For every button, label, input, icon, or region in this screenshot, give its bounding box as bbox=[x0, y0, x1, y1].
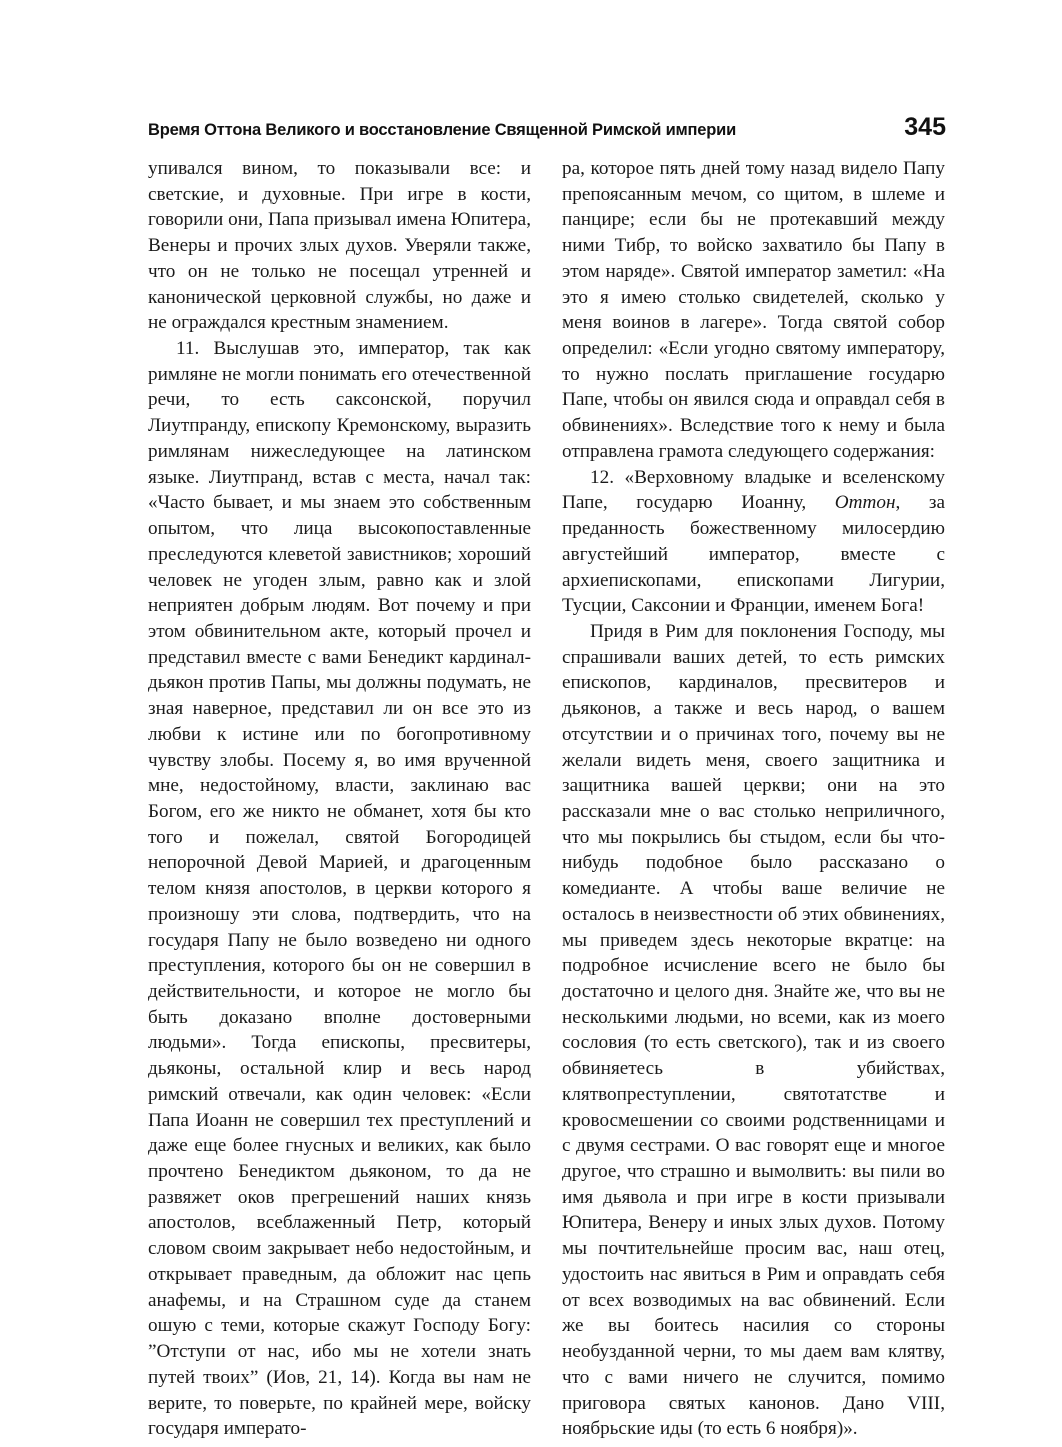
italic-name: Оттон bbox=[834, 492, 896, 514]
running-head bbox=[148, 113, 946, 142]
paragraph: Придя в Рим для поклонения Господу, мы спрашивали ваших детей, то есть римских епископов, кардиналов, пресвитеров и дьяконов, а также и весь народ, о вашем отсутствии и о причинах того, почему вы не желали видеть меня, своего защитника и защитника вашей церкви; они на это рассказали мне о вас столько неприличного, что мы покрылись бы стыдом, если бы что-нибудь подобное было рассказано о комедианте. А чтобы ваше величие не осталось в неизвестности об этих обвинениях, мы приведем здесь некоторые вкратце: на подробное исчисление всего не было бы достаточно и целого дня. Знайте же, что вы не несколькими людьми, но всеми, как из моего сословия (то есть светского), так и из своего обвиняетесь в убийствах, клятвопреступлении, святотатстве и кровосмешении со своими родственницами и с двумя сестрами. О вас говорят еще и многое другое, что страшно и вымолвить: вы пили во имя дьявола и при игре в кости призывали Юпитера, Венеру и иных злых духов. Потому мы почтительнейше просим вас, наш отец, удостоить нас явиться в Рим и оправдать себя от всех возводимых на вас обвинений. Если же вы боитесь насилия со стороны необузданной черни, то мы даем вам клятву, что с вами ничего не случится, помимо приговора святых канонов. Дано VIII, ноябрьские иды (то есть 6 ноября)». bbox=[562, 620, 945, 1440]
left-column bbox=[148, 156, 531, 1442]
paragraph bbox=[562, 465, 945, 619]
running-title: Время Оттона Великого и восстановление Священной Римской империи bbox=[148, 121, 737, 139]
paragraph: 11. Выслушав это, император, так как римляне не могли понимать его отечественной речи, то есть саксонской, поручил Лиутпранду, епископу Кремонскому, выразить римлянам нижеследующее на латинском языке. Лиутпранд, встав с места, начал так: «Часто бывает, и мы знаем это собственным опытом, что лица высокопоставленные преследуются клеветой завистников; хороший человек не угоден злым, равно как и злой неприятен добрым людям. Вот почему и при этом обвинительном акте, который прочел и представил вместе с вами Бенедикт кардинал-дьякон против Папы, мы должны подумать, не зная наверное, представил ли он все это из любви к истине или по богопротивному чувству злобы. Посему я, во имя врученной мне, недостойному, власти, заклинаю вас Богом, его же никто не обманет, хотя бы кто того и пожелал, святой Богородицей непорочной Девой Марией, и драгоценным телом князя апостолов, в церкви которого я произношу эти слова, подтвердить, что на государя Папу не было возведено ни одного преступления, которого бы он не совершил в действительности, и которое не могло бы быть доказано вполне достоверными людьми». Тогда епископы, пресвитеры, дьяконы, остальной клир и весь народ римский отвечали, как один человек: «Если Папа Иоанн не совершил тех преступлений и даже еще более гнусных и великих, как было прочтено Бенедиктом дьяконом, то да не развяжет оков прегрешений наших князь апостолов, всеблаженный Петр, который словом своим закрывает небо недостойным, и открывает праведным, да обложит нас цепь анафемы, и на Страшном суде да станем ошую с теми, которые скажут Господу Богу: ”Отступи от нас, ибо мы не хотели знать путей твоих” (Иов, 21, 14). Когда вы нам не верите, то поверьте, по крайней мере, войску государя императо- bbox=[148, 338, 531, 1440]
paragraph: ра, которое пять дней тому назад видело Папу препоясанным мечом, со щитом, в шлеме и панцире; если бы не протекавший между ними Тибр, то войско захватило бы Папу в этом наряде». Святой император заметил: «На это я имею столько свидетелей, сколько у меня воинов в лагере». Тогда святой собор определил: «Если угодно святому императору, то нужно послать приглашение государю Папе, чтобы он явился сюда и оправдал себя в обвинениях». Вследствие того к нему и была отправлена грамота следующего содержания: bbox=[562, 158, 945, 462]
page-number: 345 bbox=[904, 113, 946, 141]
right-column bbox=[562, 156, 945, 1442]
paragraph-text: 12. «Верховному владыке и вселенскому Папе, государю Иоанну, bbox=[562, 466, 945, 514]
paragraph-text: , за преданность божественному милосердию августейший император, вместе с архиепископами, епископами Лигурии, Тусции, Саксонии и Франции, именем Бога! bbox=[562, 492, 945, 617]
paragraph: упивался вином, то показывали все: и светские, и духовные. При игре в кости, говорили они, Папа призывал имена Юпитера, Венеры и прочих злых духов. Уверяли также, что он не только не посещал утренней и канонической церковной службы, но даже и не ограждался крестным знамением. bbox=[148, 158, 531, 334]
